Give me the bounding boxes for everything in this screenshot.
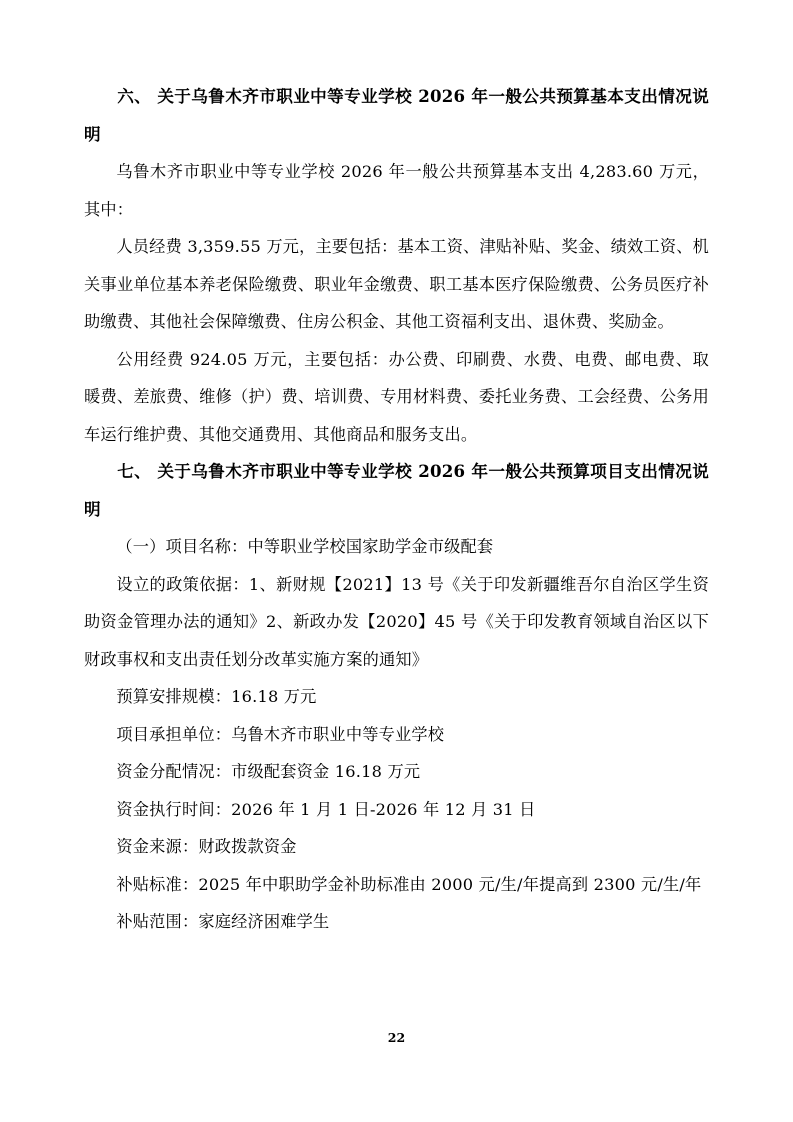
paragraph-personnel-expense: 人员经费 3,359.55 万元，主要包括：基本工资、津贴补贴、奖金、绩效工资、机关事业单位基本养老保险缴费、职业年金缴费、职工基本医疗保险缴费、公务员医疗补助缴费、其他社会保障缴费、住房公积金、其他工资福利支出、退休费、奖励金。 (84, 237, 709, 331)
paragraph-fund-execution-period: 资金执行时间：2026 年 1 月 1 日-2026 年 12 月 31 日 (116, 799, 536, 819)
paragraph-responsible-unit: 项目承担单位：乌鲁木齐市职业中等专业学校 (116, 724, 445, 744)
page-number: 22 (387, 1030, 406, 1045)
paragraph-basic-expenditure-total: 乌鲁木齐市职业中等专业学校 2026 年一般公共预算基本支出 4,283.60 万元，其中： (84, 162, 709, 219)
paragraph-policy-basis: 设立的政策依据：1、新财规【2021】13 号《关于印发新疆维吾尔自治区学生资助资金管理办法的通知》2、新政办发【2020】45 号《关于印发教育领域自治区以下财政事权和支出责任划分改革实施方案的通知》 (84, 574, 709, 669)
paragraph-subsidy-standard: 补贴标准：2025 年中职助学金补助标准由 2000 元/生/年提高到 2300 元/生/年 (116, 874, 702, 894)
paragraph-fund-allocation: 资金分配情况：市级配套资金 16.18 万元 (116, 762, 421, 781)
document-body (84, 78, 709, 941)
paragraph-public-expense: 公用经费 924.05 万元，主要包括：办公费、印刷费、水费、电费、邮电费、取暖费、差旅费、维修（护）费、培训费、专用材料费、委托业务费、工会经费、公务用车运行维护费、其他交通费用、其他商品和服务支出。 (84, 349, 709, 444)
section-heading-seven: 七、 关于乌鲁木齐市职业中等专业学校 2026 年一般公共预算项目支出情况说明 (84, 461, 709, 519)
paragraph-subsidy-scope: 补贴范围：家庭经济困难学生 (116, 912, 330, 931)
paragraph-project-name: （一）项目名称：中等职业学校国家助学金市级配套 (116, 537, 494, 556)
section-heading-six: 六、 关于乌鲁木齐市职业中等专业学校 2026 年一般公共预算基本支出情况说明 (84, 86, 709, 144)
paragraph-budget-scale: 预算安排规模：16.18 万元 (116, 687, 317, 706)
paragraph-fund-source: 资金来源：财政拨款资金 (116, 837, 297, 856)
